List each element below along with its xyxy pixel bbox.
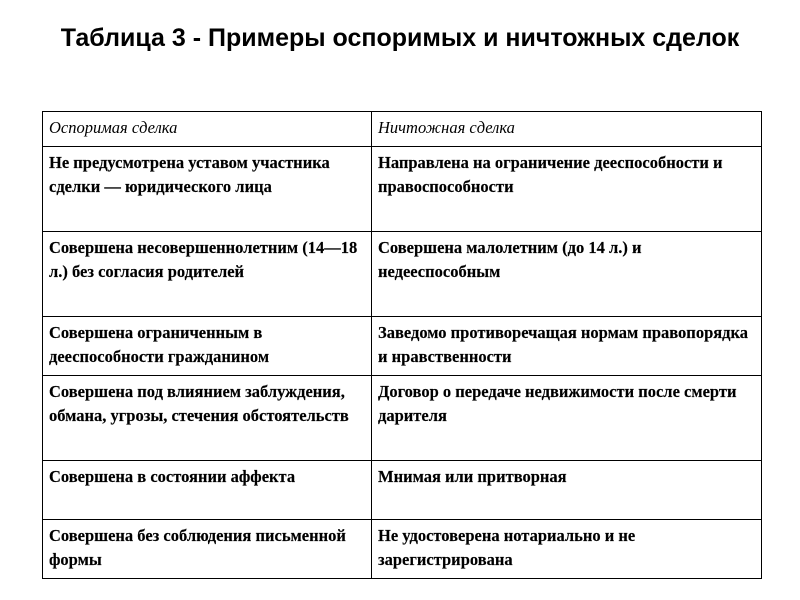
- voidable-deal-cell: Совершена несовершеннолетним (14—18 л.) без согласия родителей: [43, 232, 372, 317]
- table-row: [43, 147, 762, 232]
- void-deal-cell: Не удостоверена нотариально и не зарегистрирована: [372, 520, 762, 579]
- voidable-deal-cell: Совершена ограниченным в дееспособности гражданином: [43, 317, 372, 376]
- void-deal-cell: Заведомо противоречащая нормам правопорядка и нравственности: [372, 317, 762, 376]
- deals-table-container: [42, 111, 761, 579]
- header-voidable-deal: Оспоримая сделка: [43, 112, 372, 147]
- table-header-row: [43, 112, 762, 147]
- voidable-deal-cell: Совершена в состоянии аффекта: [43, 461, 372, 520]
- table-row: [43, 317, 762, 376]
- table-row: [43, 520, 762, 579]
- table-row: [43, 376, 762, 461]
- header-void-deal: Ничтожная сделка: [372, 112, 762, 147]
- voidable-deal-cell: Совершена под влиянием заблуждения, обмана, угрозы, стечения обстоятельств: [43, 376, 372, 461]
- table-row: [43, 461, 762, 520]
- voidable-deal-cell: Не предусмотрена уставом участника сделки — юридического лица: [43, 147, 372, 232]
- deals-table: [42, 111, 762, 579]
- void-deal-cell: Мнимая или притворная: [372, 461, 762, 520]
- voidable-deal-cell: Совершена без соблюдения письменной формы: [43, 520, 372, 579]
- void-deal-cell: Направлена на ограничение дееспособности и правоспособности: [372, 147, 762, 232]
- void-deal-cell: Договор о передаче недвижимости после смерти дарителя: [372, 376, 762, 461]
- table-row: [43, 232, 762, 317]
- void-deal-cell: Совершена малолетним (до 14 л.) и недееспособным: [372, 232, 762, 317]
- page-title: Таблица 3 - Примеры оспоримых и ничтожных сделок: [60, 24, 740, 52]
